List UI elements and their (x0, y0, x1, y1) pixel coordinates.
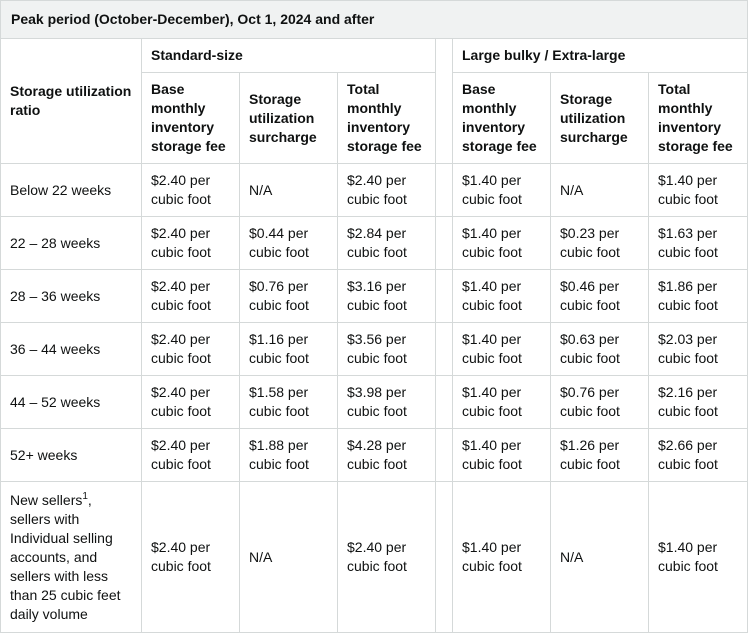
group-gap (436, 482, 453, 633)
col-header-bulky-base-fee: Base monthly inventory storage fee (453, 73, 551, 164)
group-gap (436, 270, 453, 323)
row-label: 36 – 44 weeks (1, 323, 142, 376)
bulky-base-cell: $1.40 per cubic foot (453, 164, 551, 217)
std-base-cell: $2.40 per cubic foot (142, 376, 240, 429)
col-header-bulky-total-fee: Total monthly inventory storage fee (649, 73, 748, 164)
std-base-cell: $2.40 per cubic foot (142, 270, 240, 323)
table-row (1, 376, 748, 429)
std-surcharge-cell: $1.16 per cubic foot (240, 323, 338, 376)
col-header-std-base-fee: Base monthly inventory storage fee (142, 73, 240, 164)
group-gap (436, 376, 453, 429)
bulky-surcharge-cell: $1.26 per cubic foot (551, 429, 649, 482)
bulky-base-cell: $1.40 per cubic foot (453, 429, 551, 482)
std-base-cell: $2.40 per cubic foot (142, 429, 240, 482)
group-header-standard-size: Standard-size (142, 39, 436, 73)
std-total-cell: $2.84 per cubic foot (338, 217, 436, 270)
group-gap (436, 217, 453, 270)
std-base-cell: $2.40 per cubic foot (142, 164, 240, 217)
table-row (1, 217, 748, 270)
bulky-surcharge-cell: N/A (551, 482, 649, 633)
bulky-total-cell: $1.40 per cubic foot (649, 164, 748, 217)
std-base-cell: $2.40 per cubic foot (142, 323, 240, 376)
bulky-base-cell: $1.40 per cubic foot (453, 482, 551, 633)
bulky-surcharge-cell: $0.76 per cubic foot (551, 376, 649, 429)
std-surcharge-cell: N/A (240, 482, 338, 633)
group-header-large-bulky: Large bulky / Extra-large (453, 39, 748, 73)
table-row (1, 429, 748, 482)
group-gap (436, 429, 453, 482)
table-row (1, 164, 748, 217)
bulky-total-cell: $1.86 per cubic foot (649, 270, 748, 323)
bulky-surcharge-cell: $0.46 per cubic foot (551, 270, 649, 323)
bulky-base-cell: $1.40 per cubic foot (453, 376, 551, 429)
std-surcharge-cell: N/A (240, 164, 338, 217)
std-base-cell: $2.40 per cubic foot (142, 482, 240, 633)
table-title: Peak period (October-December), Oct 1, 2024 and after (1, 1, 748, 39)
std-total-cell: $3.56 per cubic foot (338, 323, 436, 376)
group-gap (436, 323, 453, 376)
col-header-std-total-fee: Total monthly inventory storage fee (338, 73, 436, 164)
std-total-cell: $3.98 per cubic foot (338, 376, 436, 429)
col-header-bulky-surcharge: Storage utilization surcharge (551, 73, 649, 164)
row-label: Below 22 weeks (1, 164, 142, 217)
std-surcharge-cell: $1.88 per cubic foot (240, 429, 338, 482)
bulky-base-cell: $1.40 per cubic foot (453, 217, 551, 270)
row-label: 22 – 28 weeks (1, 217, 142, 270)
bulky-base-cell: $1.40 per cubic foot (453, 323, 551, 376)
group-gap (436, 164, 453, 217)
table-row-new-sellers (1, 482, 748, 633)
row-label: 28 – 36 weeks (1, 270, 142, 323)
std-total-cell: $2.40 per cubic foot (338, 164, 436, 217)
bulky-total-cell: $2.03 per cubic foot (649, 323, 748, 376)
std-total-cell: $2.40 per cubic foot (338, 482, 436, 633)
footnote-marker: 1 (82, 490, 88, 502)
bulky-surcharge-cell: $0.23 per cubic foot (551, 217, 649, 270)
row-label: 44 – 52 weeks (1, 376, 142, 429)
std-surcharge-cell: $1.58 per cubic foot (240, 376, 338, 429)
std-total-cell: $4.28 per cubic foot (338, 429, 436, 482)
table-row (1, 270, 748, 323)
std-total-cell: $3.16 per cubic foot (338, 270, 436, 323)
bulky-surcharge-cell: N/A (551, 164, 649, 217)
row-header-storage-utilization-ratio: Storage utilization ratio (1, 39, 142, 164)
col-header-std-surcharge: Storage utilization surcharge (240, 73, 338, 164)
std-surcharge-cell: $0.44 per cubic foot (240, 217, 338, 270)
bulky-total-cell: $1.63 per cubic foot (649, 217, 748, 270)
table-row (1, 323, 748, 376)
std-base-cell: $2.40 per cubic foot (142, 217, 240, 270)
bulky-total-cell: $2.66 per cubic foot (649, 429, 748, 482)
std-surcharge-cell: $0.76 per cubic foot (240, 270, 338, 323)
group-gap (436, 39, 453, 164)
bulky-total-cell: $2.16 per cubic foot (649, 376, 748, 429)
new-sellers-label: New sellers (10, 491, 83, 508)
bulky-surcharge-cell: $0.63 per cubic foot (551, 323, 649, 376)
row-label: 52+ weeks (1, 429, 142, 482)
bulky-base-cell: $1.40 per cubic foot (453, 270, 551, 323)
bulky-total-cell: $1.40 per cubic foot (649, 482, 748, 633)
new-sellers-label-rest: , sellers with Individual selling accounts, and sellers with less than 25 cubic feet daily volume (10, 491, 121, 622)
row-label-new-sellers (1, 482, 142, 633)
